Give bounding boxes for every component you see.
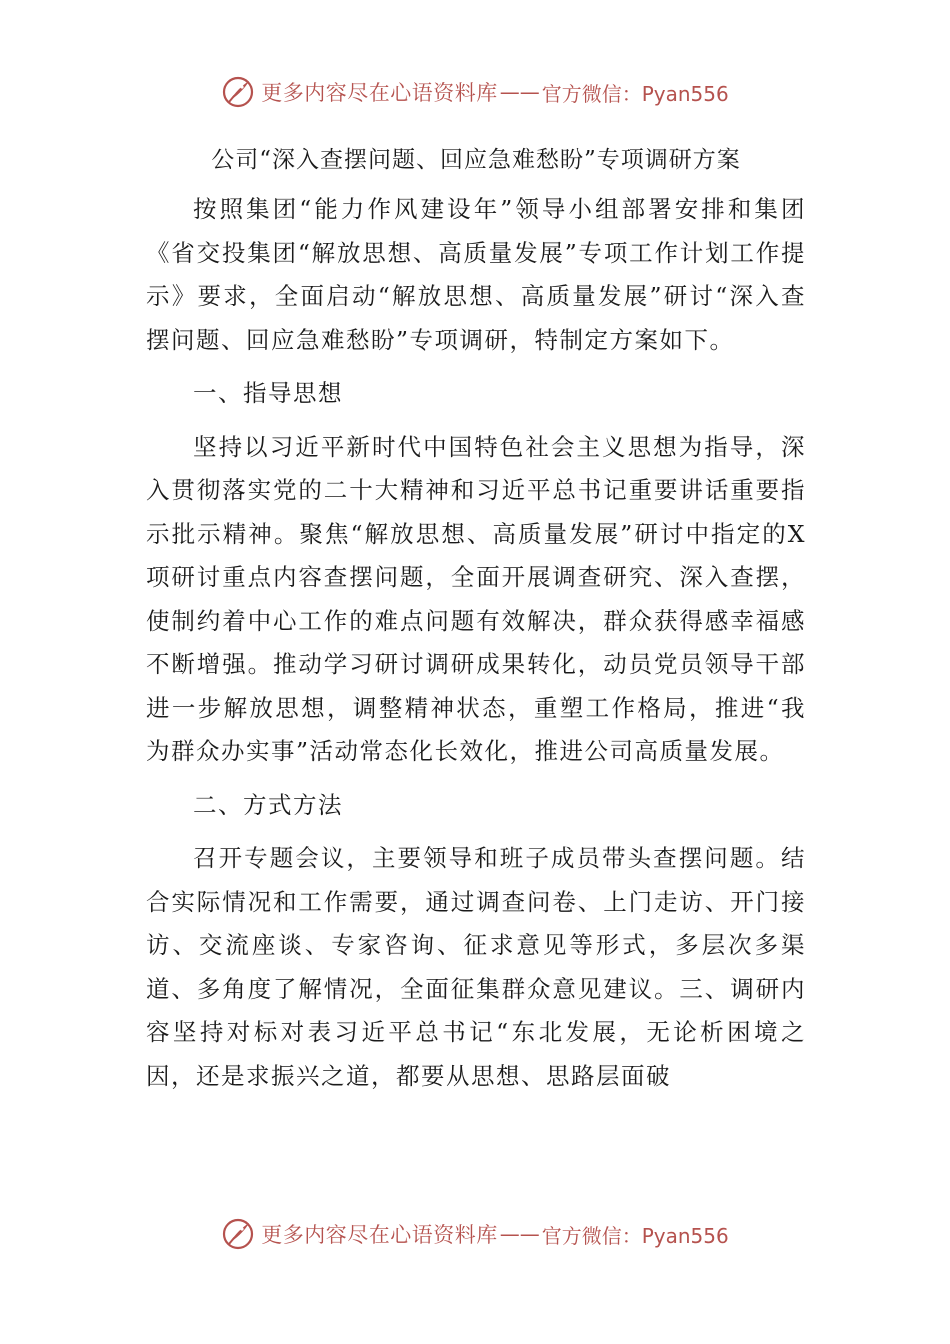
intro-paragraph: 按照集团“能力作风建设年”领导小组部署安排和集团《省交投集团“解放思想、高质量发展”专项工作计划工作提示》要求，全面启动“解放思想、高质量发展”研讨“深入查摆问题、回应急难愁盼”专项调研，特制定方案如下。 xyxy=(146,195,806,354)
document-body xyxy=(146,138,806,1108)
banner-separator: —— xyxy=(499,1222,540,1246)
section2-heading: 二、方式方法 xyxy=(193,790,343,819)
banner-wechat: 官方微信：Pyan556 xyxy=(541,1223,729,1248)
banner-wechat: 官方微信：Pyan556 xyxy=(541,81,729,106)
banner-text: 更多内容尽在心语资料库 xyxy=(261,1223,498,1247)
section2-paragraph: 召开专题会议，主要领导和班子成员带头查摆问题。结合实际情况和工作需要，通过调查问卷、上门走访、开门接访、交流座谈、专家咨询、征求意见等形式，多层次多渠道、多角度了解情况，全面征集群众意见建议。三、调研内容坚持对标对表习近平总书记“东北发展，无论析困境之因，还是求振兴之道，都要从思想、思路层面破 xyxy=(146,844,806,1090)
section1-paragraph: 坚持以习近平新时代中国特色社会主义思想为指导，深入贯彻落实党的二十大精神和习近平总书记重要讲话重要指示批示精神。聚焦“解放思想、高质量发展”研讨中指定的X项研讨重点内容查摆问题，全面开展调查研究、深入查摆，使制约着中心工作的难点问题有效解决，群众获得感幸福感不断增强。推动学习研讨调研成果转化，动员党员领导干部进一步解放思想，调整精神状态，重塑工作格局，推进“我为群众办实事”活动常态化长效化，推进公司高质量发展。 xyxy=(146,432,806,765)
banner-text: 更多内容尽在心语资料库 xyxy=(261,81,498,105)
document-title: 公司“深入查摆问题、回应急难愁盼”专项调研方案 xyxy=(211,147,741,173)
quill-pen-logo-icon xyxy=(221,75,255,109)
top-banner xyxy=(0,72,950,112)
bottom-banner xyxy=(0,1214,950,1254)
banner-separator: —— xyxy=(499,80,540,104)
quill-pen-logo-icon xyxy=(221,1217,255,1251)
section1-heading: 一、指导思想 xyxy=(193,379,343,407)
